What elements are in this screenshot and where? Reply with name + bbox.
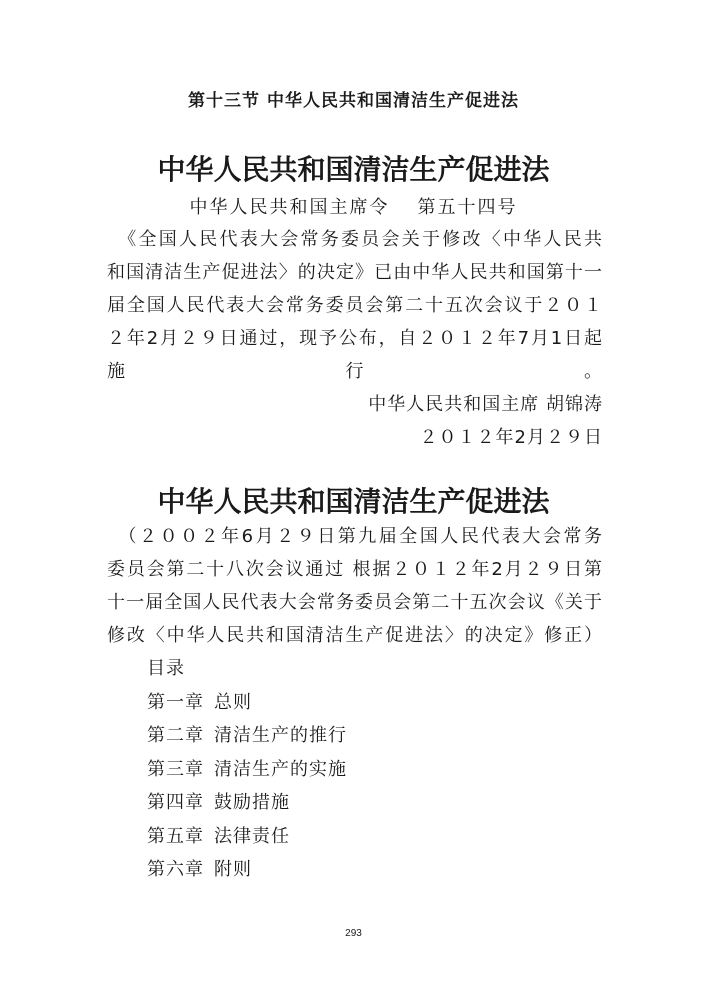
paragraph-line: 施行。 (107, 361, 603, 382)
toc-chapter-title: 鼓励措施 (214, 792, 290, 813)
toc-item (147, 719, 347, 753)
law-title: 中华人民共和国清洁生产促进法 (157, 153, 550, 186)
table-of-contents (147, 652, 347, 887)
paragraph-line: ２年2月２９日通过，现予公布，自２０１２年7月1日起 (107, 328, 603, 349)
toc-item (147, 753, 347, 787)
announcement-paragraph (107, 223, 603, 388)
toc-chapter-number: 第三章 (147, 758, 204, 780)
toc-heading: 目录 (147, 658, 185, 679)
paragraph-line: 修改〈中华人民共和国清洁生产促进法〉的决定》修正） (107, 625, 603, 646)
toc-item (147, 786, 347, 820)
toc-chapter-number: 第一章 (147, 691, 204, 713)
law-title: 中华人民共和国清洁生产促进法 (157, 485, 550, 518)
signature-signer: 中华人民共和国主席 胡锦涛 (368, 394, 603, 415)
page-number: 293 (345, 928, 362, 939)
decree-line (0, 193, 707, 219)
toc-chapter-number: 第五章 (147, 825, 204, 847)
toc-item (147, 820, 347, 854)
toc-chapter-title: 清洁生产的实施 (214, 758, 347, 780)
paragraph-line: 和国清洁生产促进法〉的决定》已由中华人民共和国第十一 (107, 262, 603, 283)
toc-chapter-number: 第六章 (147, 859, 204, 880)
toc-item (147, 686, 347, 720)
toc-chapter-number: 第二章 (147, 725, 204, 746)
paragraph-line: 十一届全国人民代表大会常务委员会第二十五次会议《关于 (107, 592, 603, 613)
toc-chapter-title: 附则 (214, 859, 252, 880)
paragraph-line: （２００２年6月２９日第九届全国人民代表大会常务 (107, 526, 603, 547)
toc-chapter-title: 总则 (214, 691, 252, 713)
paragraph-line: 委员会第二十八次会议通过 根据２０１２年2月２９日第 (107, 559, 603, 580)
decree-number: 第五十四号 (417, 197, 518, 218)
revision-note-paragraph (107, 520, 603, 652)
toc-chapter-title: 清洁生产的推行 (214, 725, 347, 746)
decree-issuer: 中华人民共和国主席令 (189, 197, 390, 218)
section-title: 第十三节 中华人民共和国清洁生产促进法 (188, 91, 519, 111)
toc-item (147, 853, 347, 887)
paragraph-line: 届全国人民代表大会常务委员会第二十五次会议于２０１ (107, 295, 603, 316)
signature-date: ２０１２年2月２９日 (419, 427, 603, 448)
toc-chapter-title: 法律责任 (214, 825, 290, 847)
toc-chapter-number: 第四章 (147, 792, 204, 813)
paragraph-line: 《全国人民代表大会常务委员会关于修改〈中华人民共 (107, 229, 603, 250)
